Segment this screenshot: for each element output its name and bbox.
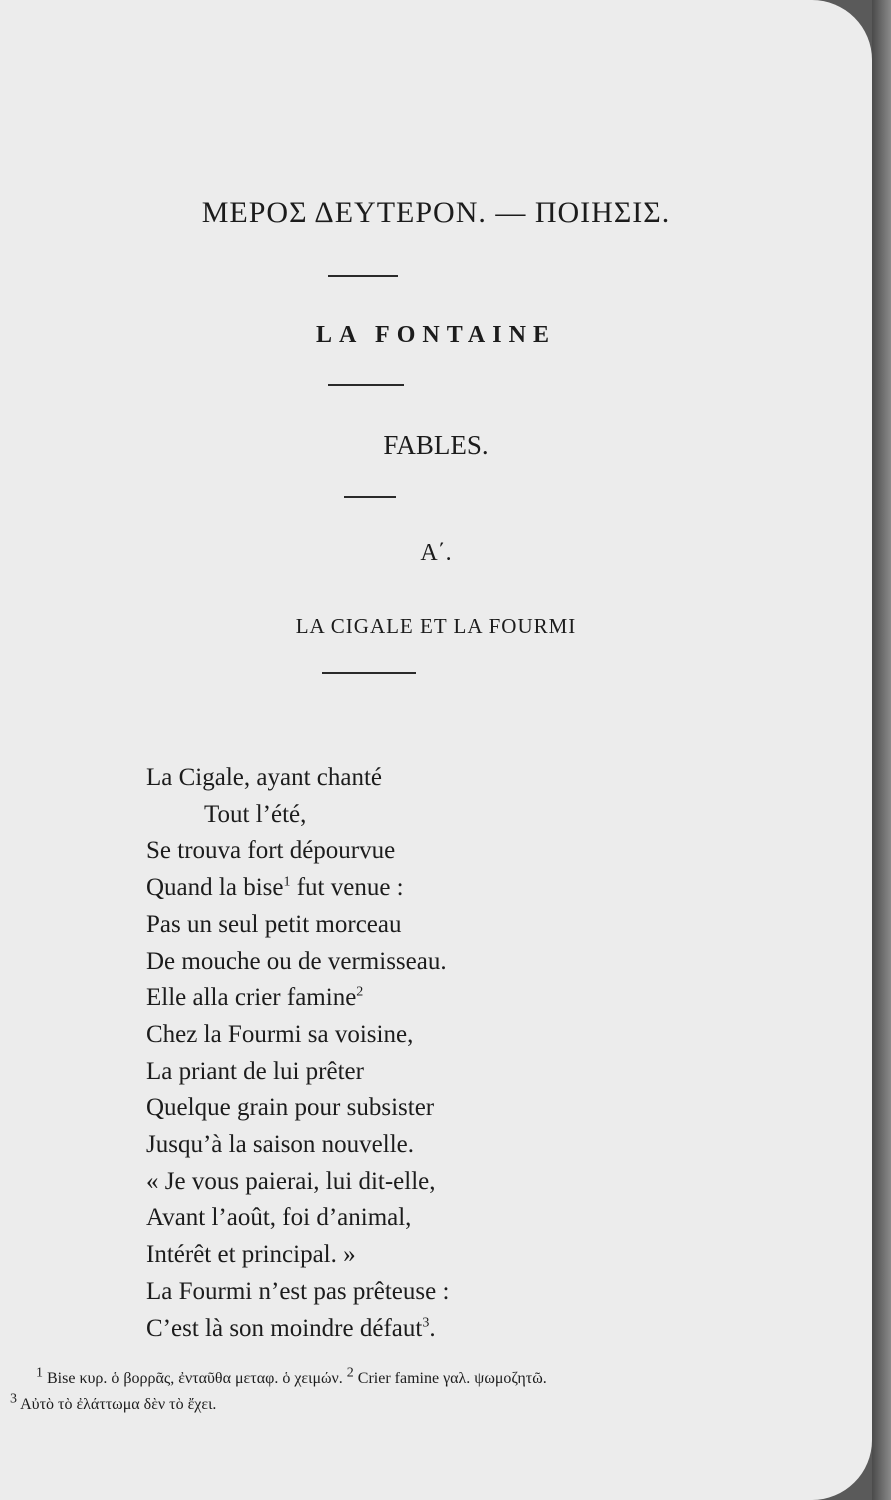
footnote-number: 2 xyxy=(346,1365,354,1381)
poem-line: Chez la Fourmi sa voisine, xyxy=(146,1020,414,1048)
poem-line: Intérêt et principal. » xyxy=(146,1241,356,1269)
poem-line: La Fourmi n’est pas prêteuse : xyxy=(146,1277,450,1305)
poem-line: Quelque grain pour subsister xyxy=(146,1094,435,1122)
footnotes xyxy=(10,1366,810,1418)
poem-text: Quand la bise xyxy=(146,874,284,902)
poem-text: C’est là son moindre défaut xyxy=(146,1314,423,1342)
poem-line: Jusqu’à la saison nouvelle. xyxy=(146,1131,415,1159)
poem-line xyxy=(146,980,449,1017)
footnote-number: 1 xyxy=(36,1365,43,1381)
divider-rule xyxy=(322,672,416,674)
footnote-line xyxy=(10,1366,810,1392)
footnote-line xyxy=(10,1392,810,1418)
page-edge-shadow xyxy=(872,0,891,1500)
fable-numeral: Α΄. xyxy=(420,540,452,566)
poem-text: . xyxy=(429,1314,436,1342)
footnote-number: 3 xyxy=(10,1391,17,1407)
poem-line: De mouche ou de vermisseau. xyxy=(146,947,447,975)
footnote-marker: 3 xyxy=(422,1315,430,1331)
poem-line: « Je vous paierai, lui dit-elle, xyxy=(146,1167,436,1195)
footnote-text: Crier famine γαλ. ψωμοζητῶ. xyxy=(353,1370,547,1387)
poem-line: Se trouva fort dépourvue xyxy=(146,837,396,865)
poem-line xyxy=(146,1311,449,1348)
divider-rule xyxy=(344,496,396,498)
author-heading: LA FONTAINE xyxy=(316,322,556,348)
poem-line: La priant de lui prêter xyxy=(146,1057,364,1085)
fable-title: LA CIGALE ET LA FOURMI xyxy=(295,614,577,638)
poem-line xyxy=(146,870,449,907)
poem-line: Pas un seul petit morceau xyxy=(146,910,402,938)
poem-line: Tout l’été, xyxy=(204,800,307,828)
poem-text: Elle alla crier famine xyxy=(146,984,357,1012)
footnote-text: Αὐτὸ τὸ ἐλάττωμα δὲν τὸ ἔχει. xyxy=(17,1396,217,1413)
divider-rule xyxy=(328,275,398,277)
part-title: ΜΕΡΟΣ ΔΕΥΤΕΡΟΝ. — ΠΟΙΗΣΙΣ. xyxy=(201,196,671,229)
footnote-marker: 2 xyxy=(356,984,364,1000)
footnote-marker: 1 xyxy=(283,874,291,890)
poem xyxy=(146,760,449,1347)
poem-line: La Cigale, ayant chanté xyxy=(146,764,382,791)
section-heading: FABLES. xyxy=(383,430,489,460)
poem-line: Avant l’août, foi d’animal, xyxy=(146,1204,412,1232)
footnote-text: Bise κυρ. ὁ βορρᾶς, ἐνταῦθα μεταφ. ὁ χειμών. xyxy=(43,1370,347,1387)
divider-rule xyxy=(328,384,404,386)
poem-text: fut venue : xyxy=(290,874,404,902)
